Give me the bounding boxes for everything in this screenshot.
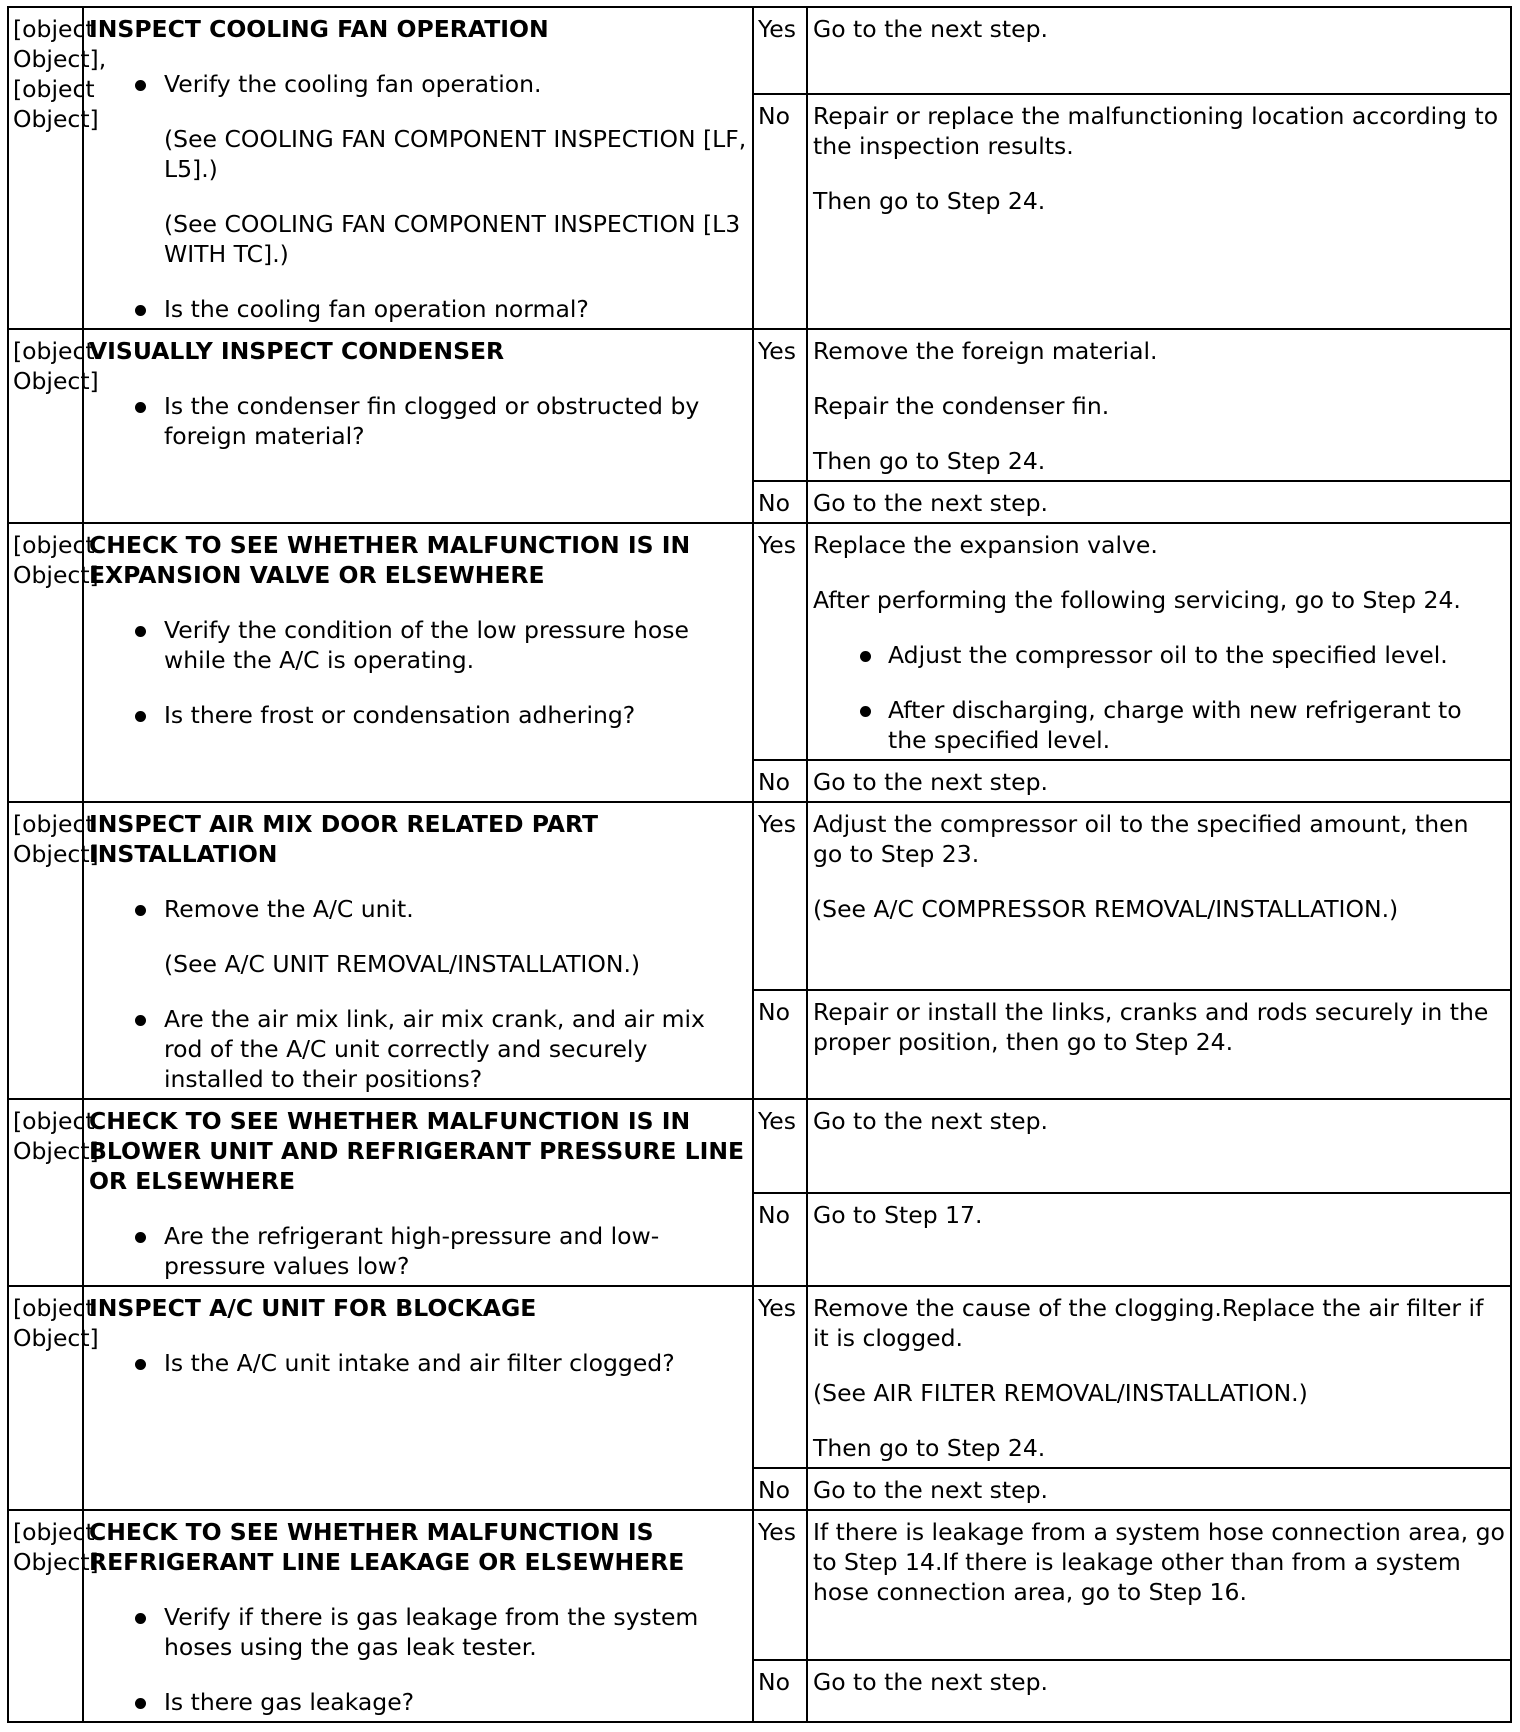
check-bullet: Verify the cooling fan operation. bbox=[89, 69, 747, 99]
step-check bbox=[83, 1286, 753, 1510]
yes-label: Yes bbox=[753, 7, 807, 94]
reference-note: (See A/C UNIT REMOVAL/INSTALLATION.) bbox=[164, 950, 641, 978]
reference-note: (See COOLING FAN COMPONENT INSPECTION [L3 WITH TC].) bbox=[164, 210, 741, 268]
yes-action bbox=[807, 802, 1511, 990]
no-label: No bbox=[753, 760, 807, 802]
answer-text: Go to the next step. bbox=[813, 15, 1048, 43]
no-label: No bbox=[753, 1468, 807, 1510]
answer-text: Remove the foreign material. bbox=[813, 337, 1158, 365]
step-row bbox=[8, 7, 1511, 94]
step-number: [object Object] bbox=[8, 329, 83, 523]
answer-text: Remove the cause of the clogging.Replace the air filter if it is clogged. bbox=[813, 1294, 1484, 1352]
answer-text: (See A/C COMPRESSOR REMOVAL/INSTALLATION.) bbox=[813, 895, 1399, 923]
step-check bbox=[83, 1099, 753, 1286]
answer-text: Then go to Step 24. bbox=[813, 447, 1046, 475]
yes-label: Yes bbox=[753, 329, 807, 481]
step-number: [object Object],[object Object] bbox=[8, 7, 83, 329]
no-label: No bbox=[753, 990, 807, 1099]
step-number: [object Object] bbox=[8, 1099, 83, 1286]
no-action bbox=[807, 1193, 1511, 1286]
answer-bullet: Adjust the compressor oil to the specified level. bbox=[813, 640, 1505, 670]
yes-label: Yes bbox=[753, 1510, 807, 1660]
reference-note: (See COOLING FAN COMPONENT INSPECTION [LF, L5].) bbox=[164, 125, 747, 183]
answer-text: Go to the next step. bbox=[813, 768, 1048, 796]
check-bullet: Verify the condition of the low pressure hose while the A/C is operating. bbox=[89, 615, 747, 675]
yes-action bbox=[807, 1510, 1511, 1660]
check-bullet: Are the refrigerant high-pressure and low-pressure values low? bbox=[89, 1221, 747, 1281]
check-bullet: Is the A/C unit intake and air filter clogged? bbox=[89, 1348, 747, 1378]
step-title: INSPECT AIR MIX DOOR RELATED PART INSTALLATION bbox=[89, 810, 599, 868]
diagnostic-steps bbox=[8, 7, 1511, 1722]
check-bullet: Is the condenser fin clogged or obstructed by foreign material? bbox=[89, 391, 747, 451]
no-action bbox=[807, 990, 1511, 1099]
answer-text: Replace the expansion valve. bbox=[813, 531, 1158, 559]
yes-action bbox=[807, 523, 1511, 760]
step-check bbox=[83, 802, 753, 1099]
no-label: No bbox=[753, 94, 807, 329]
no-label: No bbox=[753, 1660, 807, 1722]
answer-text: Then go to Step 24. bbox=[813, 186, 1046, 215]
answer-text: Repair or install the links, cranks and rods securely in the proper position, then go to Step 24. bbox=[813, 998, 1489, 1057]
no-label: No bbox=[753, 481, 807, 523]
step-number: [object Object] bbox=[8, 523, 83, 802]
diagnostic-procedure-table bbox=[7, 6, 1512, 1723]
step-check bbox=[83, 7, 753, 329]
answer-text: Then go to Step 24. bbox=[813, 1434, 1046, 1462]
check-bullet: Are the air mix link, air mix crank, and air mix rod of the A/C unit correctly and securely installed to their positions? bbox=[89, 1004, 747, 1094]
answer-text: Go to Step 17. bbox=[813, 1201, 983, 1230]
step-title: CHECK TO SEE WHETHER MALFUNCTION IS IN BLOWER UNIT AND REFRIGERANT PRESSURE LINE OR ELSEWHERE bbox=[89, 1107, 745, 1195]
step-row bbox=[8, 802, 1511, 990]
step-check bbox=[83, 523, 753, 802]
check-bullet: Remove the A/C unit. bbox=[89, 894, 747, 924]
yes-action bbox=[807, 329, 1511, 481]
answer-text: (See AIR FILTER REMOVAL/INSTALLATION.) bbox=[813, 1379, 1308, 1407]
answer-text: Go to the next step. bbox=[813, 489, 1048, 517]
answer-text: Go to the next step. bbox=[813, 1476, 1048, 1504]
answer-text: If there is leakage from a system hose connection area, go to Step 14.If there is leakage other than from a system hose connection area, go to Step 16. bbox=[813, 1518, 1505, 1606]
step-row bbox=[8, 1286, 1511, 1468]
check-bullet: Verify if there is gas leakage from the system hoses using the gas leak tester. bbox=[89, 1602, 747, 1662]
step-row bbox=[8, 329, 1511, 481]
step-check bbox=[83, 329, 753, 523]
answer-text: After performing the following servicing, go to Step 24. bbox=[813, 586, 1461, 614]
answer-text: Go to the next step. bbox=[813, 1107, 1048, 1135]
answer-bullet: After discharging, charge with new refrigerant to the specified level. bbox=[813, 695, 1505, 755]
no-action bbox=[807, 1468, 1511, 1510]
check-bullet: Is there frost or condensation adhering? bbox=[89, 700, 747, 730]
check-bullet: Is there gas leakage? bbox=[89, 1687, 747, 1717]
no-label: No bbox=[753, 1193, 807, 1286]
yes-action bbox=[807, 7, 1511, 94]
no-action bbox=[807, 481, 1511, 523]
step-title: CHECK TO SEE WHETHER MALFUNCTION IS IN EXPANSION VALVE OR ELSEWHERE bbox=[89, 531, 691, 589]
step-row bbox=[8, 1099, 1511, 1193]
step-title: INSPECT COOLING FAN OPERATION bbox=[89, 15, 549, 43]
step-number: [object Object] bbox=[8, 802, 83, 1099]
yes-label: Yes bbox=[753, 1286, 807, 1468]
step-number: [object Object] bbox=[8, 1510, 83, 1722]
answer-text: Go to the next step. bbox=[813, 1667, 1048, 1696]
yes-label: Yes bbox=[753, 523, 807, 760]
step-row bbox=[8, 1510, 1511, 1660]
step-row bbox=[8, 523, 1511, 760]
step-title: CHECK TO SEE WHETHER MALFUNCTION IS REFRIGERANT LINE LEAKAGE OR ELSEWHERE bbox=[89, 1518, 685, 1576]
no-action bbox=[807, 1660, 1511, 1722]
step-number: [object Object] bbox=[8, 1286, 83, 1510]
no-action bbox=[807, 94, 1511, 329]
check-bullet: Is the cooling fan operation normal? bbox=[89, 294, 747, 324]
answer-text: Repair the condenser fin. bbox=[813, 392, 1110, 420]
step-title: VISUALLY INSPECT CONDENSER bbox=[89, 337, 505, 365]
answer-text: Adjust the compressor oil to the specified amount, then go to Step 23. bbox=[813, 810, 1469, 868]
yes-label: Yes bbox=[753, 1099, 807, 1193]
yes-action bbox=[807, 1286, 1511, 1468]
yes-label: Yes bbox=[753, 802, 807, 990]
no-action bbox=[807, 760, 1511, 802]
step-check bbox=[83, 1510, 753, 1722]
yes-action bbox=[807, 1099, 1511, 1193]
step-title: INSPECT A/C UNIT FOR BLOCKAGE bbox=[89, 1294, 537, 1322]
answer-text: Repair or replace the malfunctioning location according to the inspection results. bbox=[813, 101, 1499, 160]
